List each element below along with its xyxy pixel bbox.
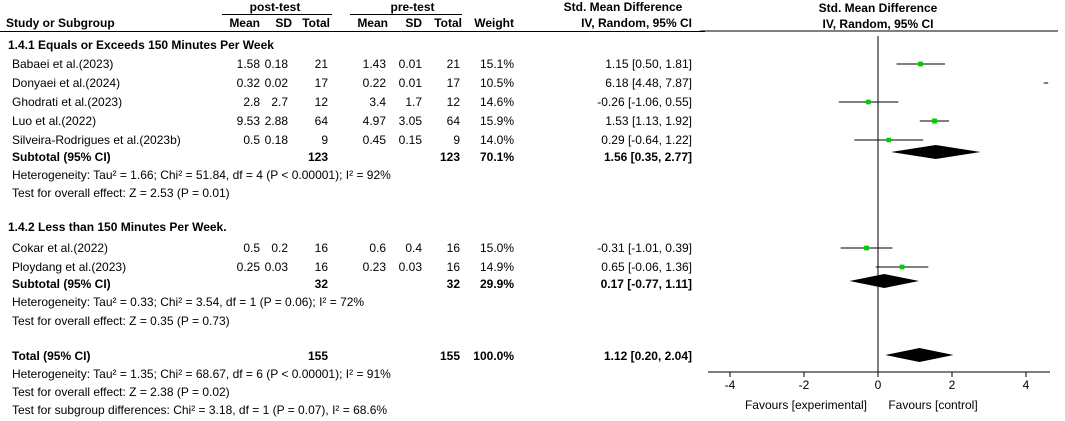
study-point-marker [932,119,937,124]
weight-value: 15.1% [479,57,514,71]
weight-value: 14.6% [479,95,514,109]
mean2-value: 4.97 [362,114,386,128]
mean2-header: Mean [357,16,388,30]
ci-value: -0.26 [-1.06, 0.55] [597,95,692,109]
ci-value: 0.29 [-0.64, 1.22] [601,133,692,147]
mean2-value: 0.22 [362,76,386,90]
sd2-value: 0.4 [405,241,422,255]
effect-title: Std. Mean Difference [563,0,683,14]
study-point-marker [918,62,923,67]
total2-header: Total [434,16,462,30]
subtotal-weight: 70.1% [479,150,514,164]
group1-header: post-test [249,0,301,14]
n1-value: 16 [314,241,328,255]
total-ci: 1.12 [0.20, 2.04] [603,349,692,363]
effect-method: IV, Random, 95% CI [581,16,692,30]
favours-right-label: Favours [control] [888,398,978,412]
n2-value: 16 [446,260,460,274]
total-weight: 100.0% [473,349,514,363]
study-name: Luo et al.(2022) [12,114,97,128]
sd1-value: 0.18 [264,133,288,147]
sd1-header: SD [275,16,292,30]
total-n2: 155 [439,349,460,363]
sd1-value: 2.7 [271,95,288,109]
n1-value: 21 [314,57,328,71]
n1-value: 16 [314,260,328,274]
study-name: Silveira-Rodrigues et al.(2023b) [12,133,181,147]
subgroup-title: 1.4.2 Less than 150 Minutes Per Week. [8,220,227,234]
plot-title: Std. Mean Difference [818,1,938,15]
total1-header: Total [302,16,330,30]
ci-value: 6.18 [4.48, 7.87] [605,76,692,90]
sd2-value: 1.7 [405,95,422,109]
n1-value: 64 [314,114,328,128]
total-label: Total (95% CI) [12,349,91,363]
subtotal-ci: 1.56 [0.35, 2.77] [603,150,692,164]
x-tick-label: -4 [724,378,736,392]
study-point-marker [866,100,871,105]
study-name: Babaei et al.(2023) [12,57,114,71]
mean1-value: 0.32 [236,76,260,90]
n2-value: 9 [453,133,460,147]
study-name: Donyaei et al.(2024) [12,76,121,90]
sd2-value: 0.03 [398,260,422,274]
mean2-value: 1.43 [362,57,386,71]
mean1-value: 0.25 [236,260,260,274]
subgroup-title: 1.4.1 Equals or Exceeds 150 Minutes Per Week [8,38,274,52]
n1-value: 9 [321,133,328,147]
mean2-value: 0.23 [362,260,386,274]
mean1-value: 0.5 [243,241,260,255]
subtotal-label: Subtotal (95% CI) [12,277,111,291]
ci-value: -0.31 [-1.01, 0.39] [597,241,692,255]
weight-value: 14.0% [479,133,514,147]
weight-header: Weight [474,16,514,30]
heterogeneity-text: Heterogeneity: Tau² = 1.35; Chi² = 68.67, df = 6 (P < 0.00001); I² = 91% [12,367,391,381]
sd1-value: 0.03 [264,260,288,274]
study-header: Study or Subgroup [6,16,115,30]
subtotal-label: Subtotal (95% CI) [12,150,111,164]
heterogeneity-text: Heterogeneity: Tau² = 0.33; Chi² = 3.54, df = 1 (P = 0.06); I² = 72% [12,295,365,309]
subgroup-difference-text: Test for subgroup differences: Chi² = 3.18, df = 1 (P = 0.07), I² = 68.6% [12,403,388,417]
study-name: Ghodrati et al.(2023) [12,95,123,109]
plot-marks [708,36,1065,392]
subtotal-ci: 0.17 [-0.77, 1.11] [600,277,692,291]
study-point-marker [864,246,869,251]
n1-value: 17 [314,76,328,90]
sd2-value: 3.05 [398,114,422,128]
n1-value: 12 [314,95,328,109]
favours-left-label: Favours [experimental] [744,398,868,412]
ci-value: 1.53 [1.13, 1.92] [605,114,692,128]
x-tick-label: 2 [948,378,956,392]
mean1-value: 0.5 [243,133,260,147]
weight-value: 10.5% [479,76,514,90]
group2-header: pre-test [390,0,435,14]
x-tick-label: 4 [1022,378,1030,392]
summary-diamond [885,348,953,362]
study-name: Ploydang et al.(2023) [12,260,127,274]
total-n1: 155 [307,349,328,363]
study-name: Cokar et al.(2022) [12,241,109,255]
n2-value: 64 [446,114,460,128]
ci-value: 1.15 [0.50, 1.81] [605,57,692,71]
weight-value: 14.9% [479,260,514,274]
sd1-value: 0.18 [264,57,288,71]
mean2-value: 0.6 [369,241,386,255]
n2-value: 12 [446,95,460,109]
overall-effect-text: Test for overall effect: Z = 0.35 (P = 0.73) [12,314,230,328]
subtotal-n2: 123 [439,150,460,164]
mean1-value: 1.58 [236,57,260,71]
subtotal-n2: 32 [446,277,460,291]
summary-diamond [850,274,920,288]
study-point-marker [886,138,891,143]
x-tick-label: -2 [798,378,810,392]
mean1-header: Mean [229,16,260,30]
summary-diamond [891,145,981,159]
weight-value: 15.0% [479,241,514,255]
n2-value: 16 [446,241,460,255]
study-point-marker [900,265,905,270]
overall-effect-text: Test for overall effect: Z = 2.38 (P = 0.02) [12,385,230,399]
n2-value: 17 [446,76,460,90]
mean1-value: 2.8 [243,95,260,109]
weight-value: 15.9% [479,114,514,128]
sd2-header: SD [405,16,422,30]
mean1-value: 9.53 [236,114,260,128]
mean2-value: 0.45 [362,133,386,147]
x-tick-label: 0 [874,378,882,392]
sd2-value: 0.01 [398,57,422,71]
sd1-value: 0.2 [271,241,288,255]
plot-method: IV, Random, 95% CI [822,17,934,31]
subtotal-n1: 32 [314,277,328,291]
sd1-value: 2.88 [264,114,288,128]
overall-effect-text: Test for overall effect: Z = 2.53 (P = 0.01) [12,186,230,200]
sd1-value: 0.02 [264,76,288,90]
sd2-value: 0.15 [398,133,422,147]
heterogeneity-text: Heterogeneity: Tau² = 1.66; Chi² = 51.84, df = 4 (P < 0.00001); I² = 92% [12,168,391,182]
ci-value: 0.65 [-0.06, 1.36] [601,260,692,274]
sd2-value: 0.01 [398,76,422,90]
n2-value: 21 [446,57,460,71]
subtotal-weight: 29.9% [479,277,514,291]
subtotal-n1: 123 [307,150,328,164]
mean2-value: 3.4 [369,95,386,109]
